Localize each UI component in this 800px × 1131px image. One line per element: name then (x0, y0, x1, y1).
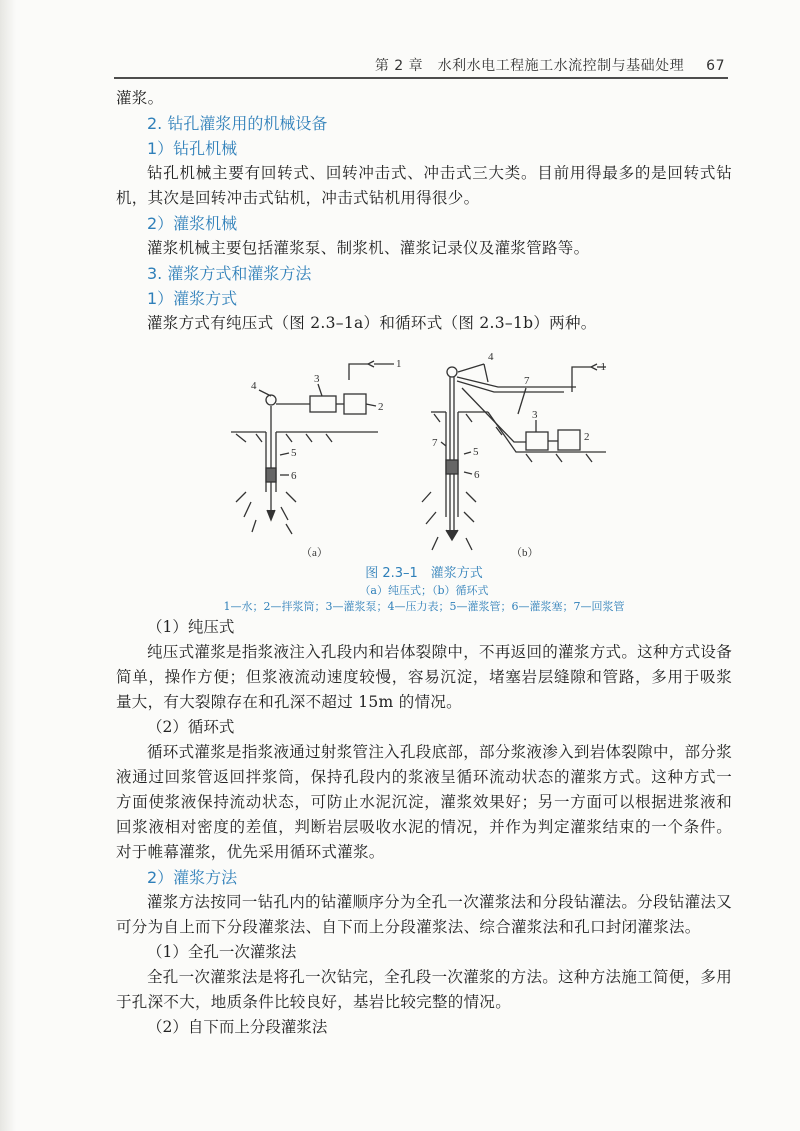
header-text (375, 55, 725, 75)
pump-b (526, 432, 548, 450)
subheading-pure: （1）纯压式 (147, 618, 235, 636)
water-pipe-b (572, 367, 591, 392)
label-2b: 2 (584, 431, 590, 443)
chapter-title: 第 2 章 水利水电工程施工水流控制与基础处理 (374, 58, 685, 74)
subheading-modes: 1）灌浆方式 (147, 289, 238, 308)
page-number: 67 (706, 58, 725, 74)
flow-arrow-a (267, 510, 275, 520)
section-heading-equipment: 2. 钻孔灌浆用的机械设备 (147, 114, 328, 133)
label-4a: 4 (251, 380, 257, 392)
subheading-drilling: 1）钻孔机械 (147, 139, 238, 158)
figure-caption: 图 2.3–1 灌浆方式 (365, 566, 483, 581)
figure-subcaption: （a）纯压式；（b）循环式 (359, 584, 489, 597)
label-3a: 3 (314, 373, 320, 385)
label-6b: 6 (474, 469, 480, 481)
mixing-tank-a (344, 394, 366, 414)
packer-b (446, 460, 458, 474)
subheading-bottom-up: （2）自下而上分段灌浆法 (147, 1018, 328, 1036)
subheading-circ: （2）循环式 (147, 718, 235, 736)
pressure-gauge-a (266, 395, 276, 405)
label-6a: 6 (291, 470, 297, 482)
label-1b: 1 (600, 361, 606, 373)
paragraph-grouting-machine: 灌浆机械主要包括灌浆泵、制浆机、灌浆记录仪及灌浆管路等。 (147, 239, 590, 257)
figure-legend: 1—水；2—拌浆筒；3—灌浆泵；4—压力表；5—灌浆管；6—灌浆塞；7—回浆管 (223, 600, 625, 613)
label-4b: 4 (488, 351, 494, 363)
paragraph-pure: 纯压式灌浆是指浆液注入孔段内和岩体裂隙中，不再返回的灌浆方式。这种方式设备简单，操作方便；但浆液流动速度较慢，容易沉淀，堵塞岩层缝隙和管路，多用于吸浆量大，有大裂隙存在和孔深不超过 15m 的情况。 (116, 643, 732, 711)
subheading-full: （1）全孔一次灌浆法 (147, 943, 297, 961)
grouting-diagram (226, 342, 606, 564)
continued-text: 灌浆。 (116, 89, 164, 107)
paragraph-circ: 循环式灌浆是指浆液通过射浆管注入孔段底部，部分浆液渗入到岩体裂隙中，部分浆液通过回浆管返回拌浆筒，保持孔段内的浆液呈循环流动状态的灌浆方式。这种方式一方面使浆液保持流动状态，可防止水泥沉淀，灌浆效果好；另一方面可以根据进浆液和回浆液相对密度的差值，判断岩层吸收水泥的情况，并作为判定灌浆结束的一个条件。对于帷幕灌浆，优先采用循环式灌浆。 (116, 743, 732, 861)
pressure-gauge-b (447, 367, 457, 377)
label-5b: 5 (473, 446, 479, 458)
figure-grouting-modes (116, 342, 732, 613)
paragraph-drilling: 钻孔机械主要有回转式、回转冲击式、冲击式三大类。目前用得最多的是回转式钻机，其次是回转冲击式钻机，冲击式钻机用得很少。 (116, 164, 732, 207)
label-5a: 5 (291, 447, 297, 459)
header-rule (114, 77, 728, 79)
label-3b: 3 (532, 409, 538, 421)
packer-a (266, 468, 276, 482)
label-7b-top: 7 (524, 375, 530, 387)
mixing-tank-b (558, 430, 580, 450)
paragraph-grouting-methods: 灌浆方法按同一钻孔内的钻灌顺序分为全孔一次灌浆法和分段钻灌法。分段钻灌法又可分为自上而下分段灌浆法、自下而上分段灌浆法、综合灌浆法和孔口封闭灌浆法。 (116, 893, 732, 936)
pump-a (310, 396, 336, 412)
label-1a: 1 (396, 358, 402, 370)
figure-label-b: （b） (511, 547, 539, 559)
rock-cracks-b (422, 492, 476, 550)
paragraph-modes: 灌浆方式有纯压式（图 2.3–1a）和循环式（图 2.3–1b）两种。 (147, 314, 597, 332)
page-edge-shadow (0, 0, 16, 1131)
label-2a: 2 (378, 401, 384, 413)
page-body (116, 86, 732, 1040)
subheading-grouting-machine: 2）灌浆机械 (147, 214, 238, 233)
figure-label-a: （a） (301, 547, 328, 559)
paragraph-full: 全孔一次灌浆法是将孔一次钻完，全孔段一次灌浆的方法。这种方法施工简便，多用于孔深不大，地质条件比较良好，基岩比较完整的情况。 (116, 968, 732, 1011)
subheading-grouting-methods: 2）灌浆方法 (147, 868, 238, 887)
flow-arrow-b (446, 530, 458, 540)
section-heading-methods: 3. 灌浆方式和灌浆方法 (147, 264, 312, 283)
ground-hatch-a (236, 434, 332, 442)
return-line-b (457, 377, 576, 387)
water-pipe-a (349, 364, 368, 380)
rock-cracks-a (236, 492, 296, 534)
label-7b-left: 7 (432, 437, 438, 449)
running-header (0, 0, 800, 82)
